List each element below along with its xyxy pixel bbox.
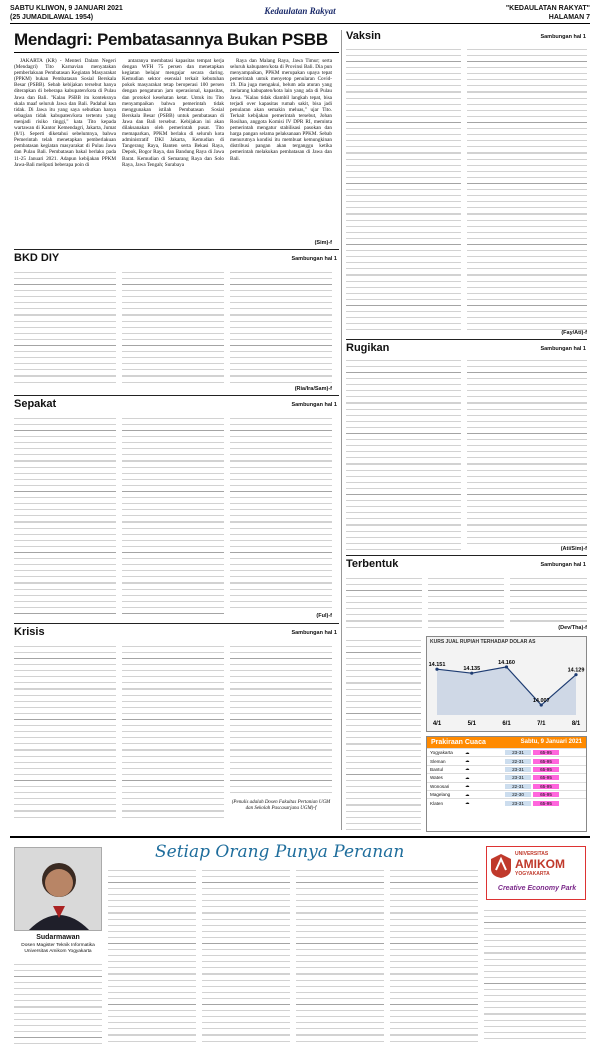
logo-city: YOGYAKARTA — [515, 871, 550, 877]
chart-tick-label: 7/1 — [537, 721, 546, 727]
krisis-col-3 — [230, 642, 332, 798]
column-divider — [341, 30, 342, 830]
sepakat-col-1 — [14, 414, 116, 619]
divider — [14, 249, 339, 250]
masthead-date: SABTU KLIWON, 9 JANUARI 2021 (25 JUMADILAWAL 1954) — [10, 5, 123, 21]
chart-plot — [427, 647, 586, 729]
terbentuk-col-4 — [346, 636, 421, 832]
weather-city: Klaten — [430, 800, 444, 806]
lead-col-1: JAKARTA (KR) - Menteri Dalam Negeri (Mendagri) Tito Karnavian menyatakan pemberlakuan Pembatasan Kegiatan Masyarakat (PPKM) bukan Pembatasan Sosial Berskala Besar (PSBB). Sebab kebijakan tersebut hanya diterapkan di beberapa kabupaten/kota di Pulau Jawa dan Bali. "Kalau PSBB itu konteksnya skala maaf seluruh Jawa dan Bali. Padahal kan tidak. Di Jawa itu yang saya sebutkan hanya sebagian tidak kabupaten/kota tertentu yang menjadi risiko tinggi," kata Tito kepada wartawan di Kantor Kemendagri, Jakarta, Jumat (8/1). Seperti diketahui sebelumnya, bahwa Pemerintah telah menetapkan pemberlakuan pembatasan kegiatan masyarakat di Pulau Jawa dan Pulau Bali. Pembatasan bakal berlaku pada 11-25 Januari 2021. Adapun kebijakan PPKM Jawa-Bali meliputi beberapa poin di — [14, 58, 116, 168]
krisis-col-1 — [14, 642, 116, 820]
section-title-rugikan: Rugikan — [346, 342, 390, 354]
chart-data-label: 14.151 — [428, 662, 446, 669]
cloud-icon: ☁ — [465, 774, 470, 780]
weather-temp: 22-31 — [505, 784, 531, 789]
krisis-credit: (Penulis adalah Dosen Fakultas Pertanian UGM dan Sekolah Pascasarjana UGM)-f — [231, 800, 331, 811]
rugikan-col-1 — [346, 356, 461, 551]
bkd-col-3 — [230, 268, 332, 383]
chart-tick-label: 6/1 — [502, 721, 511, 727]
sepakat-col-2 — [122, 414, 224, 619]
chart-data-label: 14.007 — [532, 698, 550, 705]
masthead-paper-name: Kedaulatan Rakyat — [264, 6, 336, 16]
continuation-sepakat: Sambungan hal 1 — [291, 402, 337, 408]
terbentuk-col-1 — [346, 574, 422, 632]
author-role: Dosen Magister Teknik Informatika Universitas Amikom Yogyakarta — [21, 943, 95, 954]
divider — [10, 836, 590, 838]
weather-row — [427, 748, 586, 756]
weather-temp: 23-31 — [505, 775, 531, 780]
chart-area — [437, 667, 576, 715]
continuation-terbentuk: Sambungan hal 1 — [540, 562, 586, 568]
weather-date: Sabtu, 9 Januari 2021 — [520, 739, 582, 745]
cloud-icon: ☁ — [465, 749, 470, 755]
weather-temp: 23-31 — [505, 767, 531, 772]
krisis-col-2 — [122, 642, 224, 820]
opinion-col-1 — [14, 960, 102, 1044]
terbentuk-col-3 — [510, 574, 587, 624]
weather-city: Yogyakarta — [430, 750, 453, 756]
exchange-rate-chart — [426, 636, 587, 732]
chart-tick-label: 4/1 — [432, 721, 442, 727]
sepakat-credit: (Ful)-f — [316, 613, 332, 619]
weather-humidity: 65-95 — [533, 792, 559, 797]
bkd-col-1 — [14, 268, 116, 388]
weather-humidity: 65-95 — [533, 750, 559, 755]
weather-temp: 23-31 — [505, 801, 531, 806]
continuation-vaksin: Sambungan hal 1 — [540, 34, 586, 40]
section-title-terbentuk: Terbentuk — [346, 558, 399, 570]
opinion-col-4 — [296, 866, 384, 1044]
logo-name: AMIKOM — [515, 857, 565, 871]
weather-temp: 22-30 — [505, 792, 531, 797]
opinion-col-6 — [484, 906, 586, 1044]
weather-city: Wates — [430, 775, 443, 781]
rugikan-col-2 — [467, 356, 587, 544]
weather-row — [427, 773, 586, 781]
chart-tick-label: 8/1 — [571, 721, 581, 727]
opinion-col-3 — [202, 866, 290, 1044]
section-title-krisis: Krisis — [14, 626, 45, 638]
opinion-col-5 — [390, 866, 478, 1044]
rugikan-credit: (Ati/Sim)-f — [560, 546, 587, 552]
weather-city: Magelang — [430, 792, 451, 798]
continuation-rugikan: Sambungan hal 1 — [540, 346, 586, 352]
author-photo — [14, 847, 102, 931]
chart-tick-label: 5/1 — [467, 721, 476, 727]
lead-headline: Mendagri: Pembatasannya Bukan PSBB — [14, 30, 339, 50]
bkd-col-2 — [122, 268, 224, 388]
divider — [346, 555, 587, 556]
section-title-sepakat: Sepakat — [14, 398, 57, 410]
vaksin-col-2 — [467, 45, 587, 330]
cloud-icon: ☁ — [465, 791, 470, 797]
weather-box — [426, 736, 587, 832]
divider — [14, 395, 339, 396]
divider — [14, 623, 339, 624]
weather-row — [427, 765, 586, 773]
amikom-emblem-icon — [490, 853, 512, 879]
terbentuk-credit: (Dev/Tha)-f — [558, 625, 587, 631]
masthead-page: "KEDAULATAN RAKYAT" HALAMAN 7 — [505, 5, 590, 21]
weather-humidity: 65-95 — [533, 784, 559, 789]
cloud-icon: ☁ — [465, 800, 470, 806]
weather-row — [427, 798, 586, 806]
divider — [346, 339, 587, 340]
chart-data-label: 14.160 — [498, 659, 515, 666]
logo-tagline: Creative Economy Park — [497, 885, 577, 892]
weather-humidity: 65-95 — [533, 801, 559, 806]
lead-credit: (Sim)-f — [314, 240, 332, 246]
masthead — [10, 4, 590, 24]
weather-temp: 22-31 — [505, 759, 531, 764]
weather-table — [427, 748, 586, 807]
cloud-icon: ☁ — [465, 758, 470, 764]
weather-humidity: 65-95 — [533, 767, 559, 772]
section-title-bkd: BKD DIY — [14, 252, 60, 264]
chart-data-label: 14.129 — [567, 667, 585, 674]
weather-humidity: 65-95 — [533, 775, 559, 780]
terbentuk-col-2 — [428, 574, 504, 632]
weather-humidity: 65-95 — [533, 759, 559, 764]
chart-title: KURS JUAL RUPIAH TERHADAP DOLAR AS — [430, 639, 536, 645]
cloud-icon: ☁ — [465, 783, 470, 789]
amikom-logo — [486, 846, 586, 900]
weather-row — [427, 756, 586, 764]
weather-city: Sleman — [430, 758, 446, 764]
cloud-icon: ☁ — [465, 766, 470, 772]
vaksin-credit: (Fay/Ati)-f — [561, 330, 587, 336]
weather-city: Bantul — [430, 766, 444, 772]
weather-temp: 23-31 — [505, 750, 531, 755]
lead-col-3: Raya dan Malang Raya, Jawa Timur; serta seluruh kabupaten/kota di Provinsi Bali. Dia pun menyampaikan, PPKM merupakan upaya tepat pemerintah untuk menyetop penularan Covid-19. Dia juga mengakui, belum ada aturan yang melarang kabupaten/kota lain yang ada di Pulau Jawa. "Kalau tidak diambil langkah tepat, bisa terjadi over kapasitas rumah sakit, bisa jadi penularan akan semakin meluas," ujar Tito. Terkait kebijakan pemerintah tersebut, Johan Rosihan, anggota Komisi IV DPR RI, meminta pemerintah mengatur stabilisasi pasokan dan harga pangan selama pelaksanaan PPKM. Sebab menurutnya kondisi itu membuat kemungkinan distribusi pangan akan terganggu ketika pemerintah melakukan pembatasan di Jawa dan Bali. — [230, 58, 332, 162]
chart-data-label: 14.135 — [463, 666, 481, 673]
continuation-bkd: Sambungan hal 1 — [291, 256, 337, 262]
lead-col-2: antaranya membatasi kapasitas tempat kerja dengan WFH 75 persen dan menetapkan kegiatan belajar mengajar secara daring. Kemudian sektor esensial terkait kebutuhan pokok masyarakat tetap beroperasi 100 persen dengan pengaturan jam operasional, kapasitas, dan protokol kesehatan ketat. Untuk itu Tito menyampaikan bahwa pemerintah tidak menggunakan istilah Pembatasan Sosial Berskala Besar (PSBB) untuk pembatasan di Jawa dan Bali tersebut. Kebijakan ini akan dilaksanakan oleh pemerintah pusat. Tito memaparkan, PPKM berlaku di seluruh kota administratif DKI Jakarta, Kemudian di Tangerang Raya, Banten serta Bekasi Raya, Depok, Bogor Raya, dan Bandung Raya di Jawa Barat. Kemudian di Semarang Raya dan Solo Raya, Jawa Tengah; Surabaya — [122, 58, 224, 168]
section-title-vaksin: Vaksin — [346, 30, 381, 42]
weather-city: Wonosari — [430, 783, 450, 789]
weather-title: Prakiraan Cuaca — [431, 739, 486, 746]
weather-row — [427, 790, 586, 798]
weather-header — [427, 737, 586, 748]
continuation-krisis: Sambungan hal 1 — [291, 630, 337, 636]
author-name: Sudarmawan — [36, 934, 80, 941]
column-title: Setiap Orang Punya Peranan — [155, 842, 405, 862]
vaksin-col-1 — [346, 45, 461, 335]
logo-top: UNIVERSITAS — [515, 851, 549, 857]
sepakat-col-3 — [230, 414, 332, 612]
bkd-credit: (Ria/Ira/Sam)-f — [294, 386, 332, 392]
opinion-col-2 — [108, 866, 196, 1044]
weather-row — [427, 782, 586, 790]
